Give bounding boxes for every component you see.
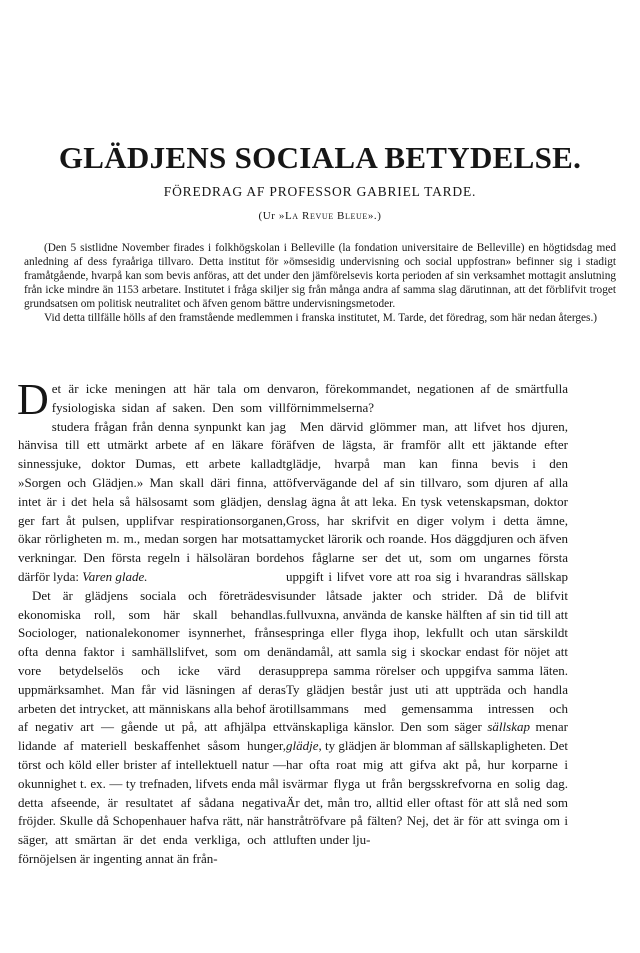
source-close: ».) bbox=[367, 210, 382, 222]
body-paragraph bbox=[17, 375, 286, 587]
body-paragraph: varon, förekommandet, negationen af de smärtfulla förnimmelserna? bbox=[286, 381, 568, 415]
drop-cap: D bbox=[17, 375, 49, 424]
source-name: La Revue Bleue bbox=[284, 210, 368, 222]
paragraph-text: menar bbox=[529, 719, 569, 735]
paragraph-text: Men därvid glömmer man, att lifvet hos djuren, äfven de lägsta, är framför allt ett jäktande efter glädje, hvarpå man kan finna bevis i den öfvervägande del af sin tillvaro, som djuren af alla slag ägna åt att leka. En tysk vetenskapsman, doktor Gross, har skrifvit en diger volym i detta ämne, mycket lärorik och roande. Hos däggdjuren och äfven hos fåglarne ser det ut, som om ungarnes första uppgift i lifvet vore att roa sig i hvarandras sällskap under låtsade jakter och strider. Då de blifvit fullvuxna, använda de kanske hälften af sin tid till att springa eller flyga ihop, lekfullt och utan särskildt ändamål, att samla sig i skockar endast för nöjet att upprepa samma rörelser och uppgifva samma läten. Ty glädjen består just uti att uppträda och handla tillsammans med gemensamma intressen och vänskapliga känslor. Den som säger bbox=[286, 418, 568, 735]
term-gladje: glädje bbox=[286, 738, 319, 754]
left-column bbox=[17, 375, 286, 869]
motto: Varen glade. bbox=[82, 568, 148, 584]
term-sallskap: sällskap bbox=[487, 719, 530, 735]
article-subtitle: FÖREDRAG AF PROFESSOR GABRIEL TARDE. bbox=[163, 184, 477, 199]
intro-paragraph: (Den 5 sistlidne November firades i folkhögskolan i Belleville (la fondation universitaire de Belleville) en högtidsdag med anledning af dess fyraåriga tillvaro. Detta institut för »ömsesidig undervisning och social uppfostran» befinner sig i stadigt framåtgående, hvarpå kan som bevis anföras, att det under den jämförelsevis korta perioden af sin verksamhet mottagit anslutning från icke mindre än 1153 arbetare. Institutet i fråga skiljer sig från många andra af samma slag därutinnan, att det förblifvit troget grundsatsen om politisk neutralitet och äfven genom bättre undervisningsmetoder. bbox=[24, 242, 616, 310]
intro-paragraph: Vid detta tillfälle hölls af den framstående medlemmen i franska institutet, M. Tarde, det föredrag, som här nedan återges.) bbox=[44, 311, 598, 324]
right-column bbox=[286, 380, 568, 850]
article-title: GLÄDJENS SOCIALA BETYDELSE. bbox=[58, 140, 582, 175]
paragraph-text: et är icke meningen att här tala om den fysiologiska sidan af saken. Den som vill studera frågan från denna synpunkt kan jag hänvisa till ett utmärkt arbete af en läkare för sinnessjuke, doktor Dumas, ett arbete kalladt »Sorgen och Glädjen.» Man skall däri finna, att intet är i det hela så hälsosamt som glädjen, den ger fart åt pulsen, upplifvar respirationsorganen, ökar rörligheten m. m., medan sorgen har motsatta verkningar. Den första regeln i hälsoläran borde därför lyda: bbox=[18, 381, 286, 584]
body-paragraph bbox=[286, 418, 568, 850]
body-paragraph: Det är glädjens sociala och företrädesvis ekonomiska roll, som här skall behandlas. Sociologer, nationalekonomer isynnerhet, frånse ofta denna faktor i samhällslifvet, som om den vore betydelselös och icke värd deras uppmärksamhet. Man får vid läsningen af deras arbeten det intrycket, att människans alla behof äro af negativ art — gående ut på, att afhjälpa ett lidande af materiell beskaffenhet såsom hunger, törst och köld eller brister af intellektuell natur — okunnighet t. ex. — ty trefnaden, lifvets enda mål i detta afseende, är resultatet af sådana negativa fröjder. Skulle då Schopenhauer hafva rätt, när han säger, att smärtan är det enda verkliga, och att förnöjelsen är ingenting annat än från- bbox=[18, 587, 286, 866]
source-open: (Ur » bbox=[258, 210, 285, 222]
intro-note bbox=[24, 242, 616, 325]
article-source bbox=[0, 210, 640, 222]
paragraph-text: , ty glädjen är blomman af sällskapligheten. Det har ofta roat mig att gifva akt på, hur korparne i svärmar flyga ut från bergsskrefvorna en solig dag. Är det, mån tro, alltid eller oftast för att slå ned som stråtröfvare på fälten? Nej, det är för att svinga om i luften under lju- bbox=[286, 738, 568, 848]
